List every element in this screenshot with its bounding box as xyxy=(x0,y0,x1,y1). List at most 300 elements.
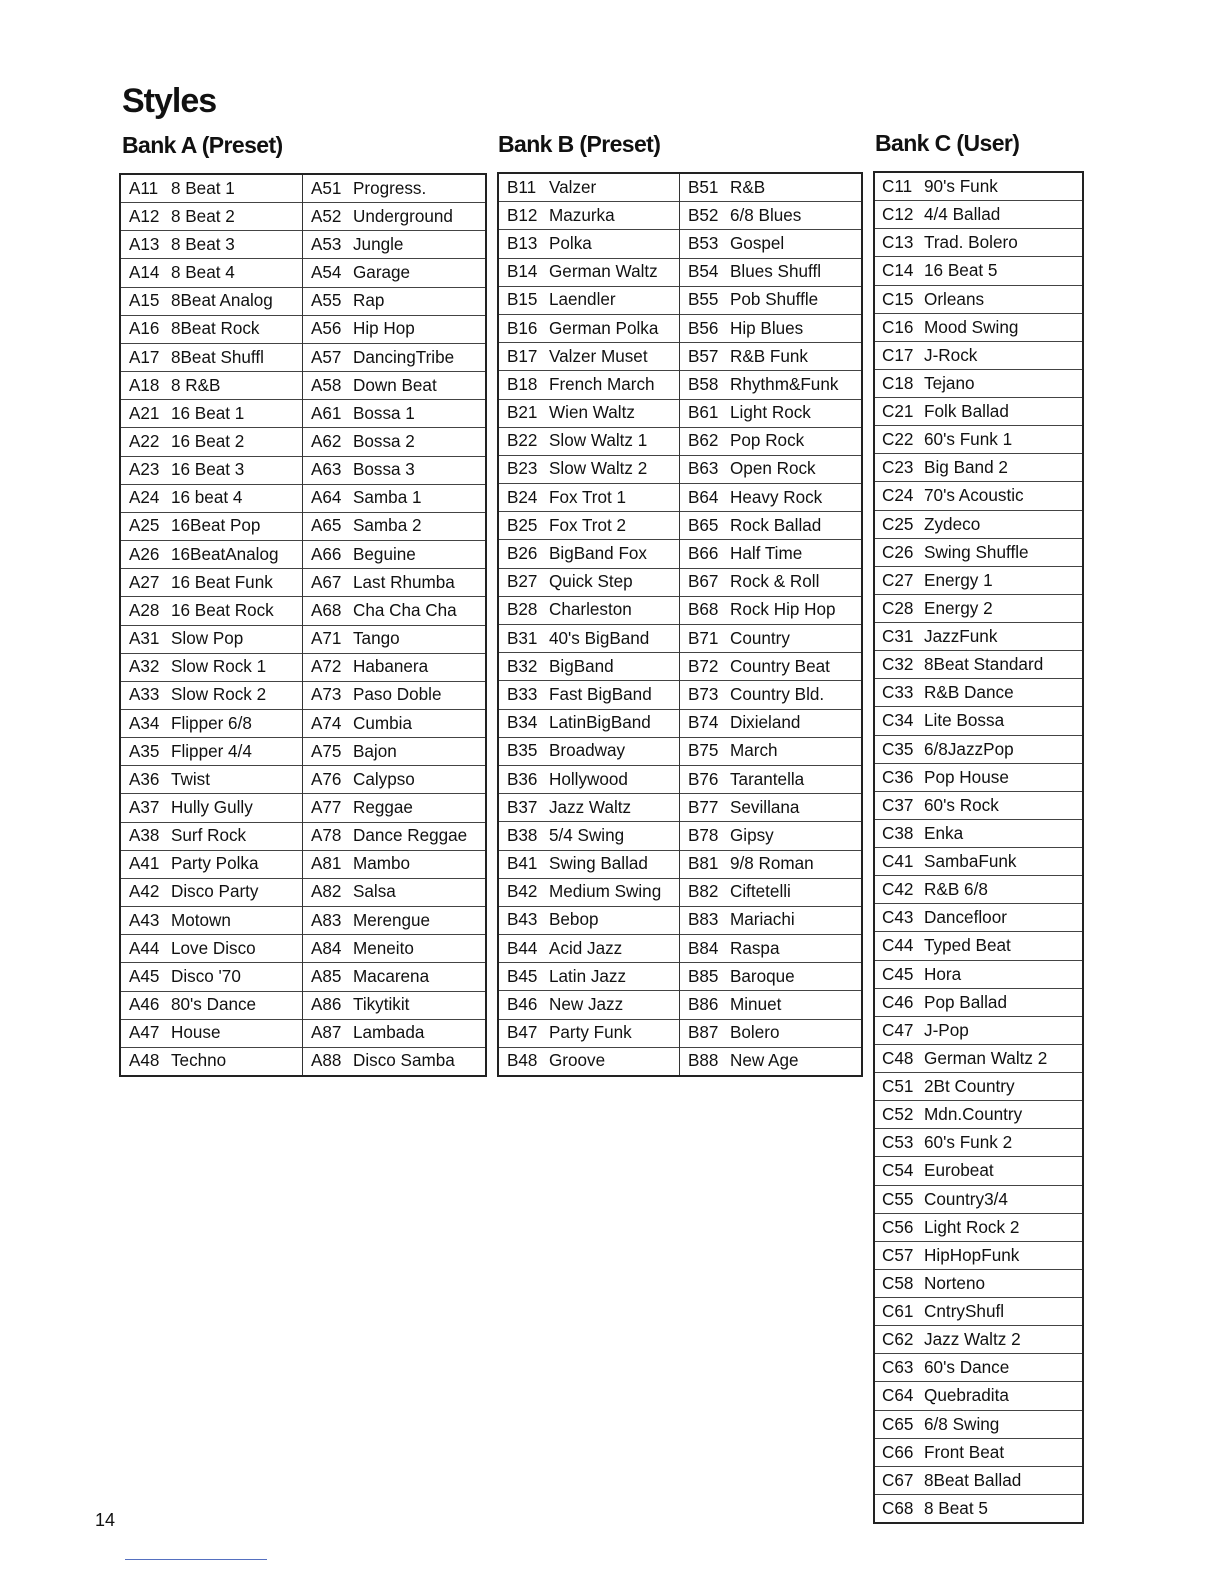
style-code: A83 xyxy=(311,910,342,930)
footer-rule xyxy=(125,1559,267,1560)
style-row xyxy=(680,766,861,794)
style-row xyxy=(121,485,302,513)
style-row xyxy=(121,626,302,654)
style-code: C64 xyxy=(882,1385,914,1406)
style-name: Love Disco xyxy=(171,938,256,958)
style-name: Swing Ballad xyxy=(549,854,648,874)
style-code: B82 xyxy=(688,882,719,902)
style-code: B57 xyxy=(688,346,719,366)
style-code: A31 xyxy=(129,629,160,649)
style-row xyxy=(499,569,679,597)
style-row xyxy=(680,343,861,371)
style-row xyxy=(875,201,1082,229)
style-row xyxy=(499,822,679,850)
style-code: A52 xyxy=(311,206,342,226)
style-row xyxy=(303,682,485,710)
style-row xyxy=(680,1020,861,1048)
style-code: A38 xyxy=(129,826,160,846)
style-row xyxy=(303,344,485,372)
style-name: Mambo xyxy=(353,854,411,874)
style-code: B58 xyxy=(688,374,719,394)
style-name: Bajon xyxy=(353,741,397,761)
style-code: B88 xyxy=(688,1051,719,1071)
style-code: C21 xyxy=(882,401,914,422)
style-code: A26 xyxy=(129,544,160,564)
style-code: B56 xyxy=(688,318,719,338)
style-name: 60's Funk 2 xyxy=(924,1132,1013,1153)
style-name: Big Band 2 xyxy=(924,457,1008,478)
style-row xyxy=(875,454,1082,482)
style-name: Garage xyxy=(353,263,411,283)
style-row xyxy=(875,1214,1082,1242)
style-name: Energy 1 xyxy=(924,569,993,590)
style-name: 16 Beat 1 xyxy=(171,403,245,423)
style-code: B87 xyxy=(688,1023,719,1043)
style-row xyxy=(875,707,1082,735)
style-code: A51 xyxy=(311,178,342,198)
style-name: 40's BigBand xyxy=(549,628,650,648)
style-row xyxy=(499,766,679,794)
style-name: Paso Doble xyxy=(353,685,442,705)
style-code: A14 xyxy=(129,263,160,283)
style-code: C56 xyxy=(882,1216,914,1237)
style-row xyxy=(499,879,679,907)
style-name: Orleans xyxy=(924,288,985,309)
style-name: Valzer Muset xyxy=(549,346,648,366)
style-code: B43 xyxy=(507,910,538,930)
style-row xyxy=(121,992,302,1020)
style-row xyxy=(121,851,302,879)
style-name: Country Bld. xyxy=(730,684,825,704)
style-name: Beguine xyxy=(353,544,416,564)
style-row xyxy=(680,738,861,766)
bank-b-left-column xyxy=(499,174,680,1075)
style-name: 8 Beat 3 xyxy=(171,234,235,254)
style-row xyxy=(875,1073,1082,1101)
style-code: B11 xyxy=(507,177,537,197)
style-code: B18 xyxy=(507,374,538,394)
style-row xyxy=(303,231,485,259)
style-row xyxy=(875,651,1082,679)
style-name: Valzer xyxy=(549,177,597,197)
style-name: Samba 1 xyxy=(353,488,422,508)
style-code: B25 xyxy=(507,515,538,535)
style-row xyxy=(303,597,485,625)
style-code: B12 xyxy=(507,205,538,225)
style-row xyxy=(875,370,1082,398)
style-code: C63 xyxy=(882,1357,914,1378)
style-name: Mazurka xyxy=(549,205,615,225)
style-name: Half Time xyxy=(730,544,803,564)
style-row xyxy=(499,428,679,456)
style-row xyxy=(303,823,485,851)
style-row xyxy=(680,428,861,456)
style-name: Fast BigBand xyxy=(549,684,652,704)
style-name: Baroque xyxy=(730,966,795,986)
style-name: Sevillana xyxy=(730,797,800,817)
style-name: Lambada xyxy=(353,1023,425,1043)
style-code: B41 xyxy=(507,854,538,874)
style-name: 8Beat Ballad xyxy=(924,1469,1022,1490)
style-code: A18 xyxy=(129,375,160,395)
style-name: Reggae xyxy=(353,798,413,818)
style-name: Acid Jazz xyxy=(549,938,623,958)
style-row xyxy=(875,623,1082,651)
style-code: C61 xyxy=(882,1301,914,1322)
style-name: 16 beat 4 xyxy=(171,488,243,508)
style-row xyxy=(121,372,302,400)
style-row xyxy=(499,484,679,512)
style-code: A74 xyxy=(311,713,342,733)
style-name: Rock Hip Hop xyxy=(730,600,836,620)
style-name: 6/8JazzPop xyxy=(924,738,1014,759)
style-row xyxy=(875,848,1082,876)
style-name: Front Beat xyxy=(924,1441,1005,1462)
style-code: B28 xyxy=(507,600,538,620)
style-row xyxy=(303,316,485,344)
style-row xyxy=(680,963,861,991)
style-name: Last Rhumba xyxy=(353,572,455,592)
style-name: Slow Pop xyxy=(171,629,244,649)
style-code: B34 xyxy=(507,713,538,733)
style-code: A11 xyxy=(129,178,159,198)
style-row xyxy=(499,174,679,202)
style-code: C28 xyxy=(882,597,914,618)
style-name: LatinBigBand xyxy=(549,713,651,733)
style-name: 16Beat Pop xyxy=(171,516,261,536)
style-row xyxy=(303,428,485,456)
style-code: A75 xyxy=(311,741,342,761)
style-row xyxy=(680,569,861,597)
style-code: B17 xyxy=(507,346,538,366)
style-name: 8 Beat 4 xyxy=(171,263,235,283)
style-row xyxy=(875,539,1082,567)
style-name: Surf Rock xyxy=(171,826,247,846)
style-name: 8 Beat 5 xyxy=(924,1497,988,1518)
style-name: Disco Samba xyxy=(353,1051,455,1071)
style-name: J-Pop xyxy=(924,1019,969,1040)
style-code: B84 xyxy=(688,938,719,958)
style-row xyxy=(499,653,679,681)
style-name: Mariachi xyxy=(730,910,795,930)
style-name: R&B Funk xyxy=(730,346,808,366)
style-code: C55 xyxy=(882,1188,914,1209)
style-row xyxy=(875,1382,1082,1410)
style-code: B76 xyxy=(688,769,719,789)
style-code: C32 xyxy=(882,654,914,675)
style-row xyxy=(875,876,1082,904)
style-name: Pop House xyxy=(924,766,1009,787)
style-name: Blues Shuffl xyxy=(730,262,821,282)
style-code: A62 xyxy=(311,431,342,451)
bank-a-right-column xyxy=(303,175,485,1075)
style-row xyxy=(303,654,485,682)
style-name: Gipsy xyxy=(730,825,774,845)
style-row xyxy=(499,935,679,963)
style-code: C13 xyxy=(882,232,914,253)
style-row xyxy=(875,989,1082,1017)
style-row xyxy=(303,992,485,1020)
style-name: New Jazz xyxy=(549,995,624,1015)
style-code: C65 xyxy=(882,1413,914,1434)
style-code: C26 xyxy=(882,541,914,562)
style-row xyxy=(303,513,485,541)
style-code: C42 xyxy=(882,879,914,900)
style-code: A48 xyxy=(129,1051,160,1071)
style-name: Hully Gully xyxy=(171,798,253,818)
style-row xyxy=(680,597,861,625)
style-name: Gospel xyxy=(730,233,785,253)
style-name: Slow Waltz 1 xyxy=(549,431,648,451)
style-code: A42 xyxy=(129,882,160,902)
style-code: B27 xyxy=(507,572,538,592)
style-code: A64 xyxy=(311,488,342,508)
style-row xyxy=(875,904,1082,932)
style-name: Tejano xyxy=(924,372,975,393)
style-code: A57 xyxy=(311,347,342,367)
style-name: Latin Jazz xyxy=(549,966,627,986)
style-row xyxy=(121,710,302,738)
bank-c-heading: Bank C (User) xyxy=(875,130,1020,156)
style-name: 8 Beat 1 xyxy=(171,178,235,198)
style-code: B35 xyxy=(507,741,538,761)
style-row xyxy=(680,230,861,258)
style-code: A47 xyxy=(129,1023,160,1043)
style-row xyxy=(875,1354,1082,1382)
bank-a-heading: Bank A (Preset) xyxy=(122,132,283,158)
style-code: C38 xyxy=(882,822,914,843)
style-code: B33 xyxy=(507,684,538,704)
style-row xyxy=(121,175,302,203)
style-code: B31 xyxy=(507,628,538,648)
style-code: C23 xyxy=(882,457,914,478)
style-name: Cumbia xyxy=(353,713,412,733)
style-code: A88 xyxy=(311,1051,342,1071)
style-name: Dixieland xyxy=(730,713,801,733)
style-row xyxy=(121,344,302,372)
style-row xyxy=(303,710,485,738)
style-code: A13 xyxy=(129,234,160,254)
style-name: 5/4 Swing xyxy=(549,825,625,845)
style-code: C67 xyxy=(882,1469,914,1490)
style-code: C54 xyxy=(882,1160,914,1181)
style-code: B68 xyxy=(688,600,719,620)
style-row xyxy=(875,1045,1082,1073)
style-name: Minuet xyxy=(730,995,782,1015)
style-name: HipHopFunk xyxy=(924,1244,1020,1265)
style-code: B73 xyxy=(688,684,719,704)
style-row xyxy=(303,738,485,766)
style-code: C41 xyxy=(882,851,914,872)
style-code: A67 xyxy=(311,572,342,592)
style-code: A25 xyxy=(129,516,160,536)
style-name: Medium Swing xyxy=(549,882,662,902)
style-row xyxy=(680,907,861,935)
style-row xyxy=(875,1326,1082,1354)
style-row xyxy=(875,1129,1082,1157)
style-code: A34 xyxy=(129,713,160,733)
style-name: Mood Swing xyxy=(924,316,1019,337)
style-name: Disco Party xyxy=(171,882,259,902)
style-row xyxy=(875,1242,1082,1270)
style-row xyxy=(303,259,485,287)
style-code: C16 xyxy=(882,316,914,337)
style-row xyxy=(121,766,302,794)
style-row xyxy=(121,597,302,625)
style-row xyxy=(875,792,1082,820)
style-name: Hora xyxy=(924,963,962,984)
style-code: B65 xyxy=(688,515,719,535)
style-row xyxy=(680,287,861,315)
style-row xyxy=(121,400,302,428)
style-row xyxy=(303,457,485,485)
style-row xyxy=(303,400,485,428)
style-code: C24 xyxy=(882,485,914,506)
style-row xyxy=(875,1270,1082,1298)
style-name: BigBand xyxy=(549,656,614,676)
style-name: 6/8 Blues xyxy=(730,205,802,225)
style-code: A73 xyxy=(311,685,342,705)
style-row xyxy=(121,823,302,851)
style-row xyxy=(121,682,302,710)
style-row xyxy=(121,738,302,766)
style-code: C46 xyxy=(882,991,914,1012)
style-code: A87 xyxy=(311,1023,342,1043)
style-row xyxy=(875,1101,1082,1129)
style-name: Bebop xyxy=(549,910,599,930)
style-row xyxy=(875,482,1082,510)
style-code: A76 xyxy=(311,769,342,789)
style-row xyxy=(303,203,485,231)
style-row xyxy=(499,1020,679,1048)
style-code: B26 xyxy=(507,544,538,564)
style-name: Dance Reggae xyxy=(353,826,468,846)
style-code: C62 xyxy=(882,1329,914,1350)
style-row xyxy=(875,736,1082,764)
style-code: C18 xyxy=(882,372,914,393)
style-code: B32 xyxy=(507,656,538,676)
style-code: C33 xyxy=(882,682,914,703)
style-row xyxy=(121,457,302,485)
style-row xyxy=(121,541,302,569)
style-name: Salsa xyxy=(353,882,396,902)
style-row xyxy=(499,371,679,399)
style-name: Light Rock 2 xyxy=(924,1216,1020,1237)
style-code: B55 xyxy=(688,290,719,310)
style-name: Merengue xyxy=(353,910,431,930)
style-code: B63 xyxy=(688,459,719,479)
style-row xyxy=(680,851,861,879)
style-row xyxy=(121,259,302,287)
bank-c-table xyxy=(873,171,1084,1524)
style-row xyxy=(303,372,485,400)
style-code: B86 xyxy=(688,995,719,1015)
style-name: Slow Waltz 2 xyxy=(549,459,648,479)
style-name: Habanera xyxy=(353,657,429,677)
style-name: J-Rock xyxy=(924,344,978,365)
style-code: A36 xyxy=(129,769,160,789)
style-name: 16 Beat 2 xyxy=(171,431,245,451)
style-name: Rock Ballad xyxy=(730,515,822,535)
style-name: German Waltz xyxy=(549,262,658,282)
style-name: Lite Bossa xyxy=(924,710,1005,731)
style-name: Jazz Waltz 2 xyxy=(924,1329,1021,1350)
style-name: 70's Acoustic xyxy=(924,485,1024,506)
style-row xyxy=(303,879,485,907)
style-row xyxy=(875,398,1082,426)
style-code: B14 xyxy=(507,262,538,282)
style-row xyxy=(875,932,1082,960)
style-code: A32 xyxy=(129,657,160,677)
style-name: 16BeatAnalog xyxy=(171,544,279,564)
style-code: A23 xyxy=(129,460,160,480)
style-row xyxy=(121,654,302,682)
style-code: B37 xyxy=(507,797,538,817)
style-row xyxy=(875,1017,1082,1045)
style-code: A41 xyxy=(129,854,160,874)
style-name: Twist xyxy=(171,769,210,789)
style-row xyxy=(303,907,485,935)
style-code: C31 xyxy=(882,626,914,647)
style-row xyxy=(499,512,679,540)
style-code: C34 xyxy=(882,710,914,731)
style-row xyxy=(680,202,861,230)
style-row xyxy=(499,907,679,935)
style-code: B83 xyxy=(688,910,719,930)
style-row xyxy=(680,400,861,428)
style-code: C22 xyxy=(882,429,914,450)
style-code: C52 xyxy=(882,1104,914,1125)
style-code: A22 xyxy=(129,431,160,451)
style-name: Bossa 1 xyxy=(353,403,415,423)
style-code: A63 xyxy=(311,460,342,480)
style-name: Quebradita xyxy=(924,1385,1009,1406)
style-name: Charleston xyxy=(549,600,632,620)
style-row xyxy=(875,820,1082,848)
style-name: Down Beat xyxy=(353,375,437,395)
style-code: A68 xyxy=(311,600,342,620)
style-code: B24 xyxy=(507,487,538,507)
style-row xyxy=(680,653,861,681)
style-row xyxy=(499,202,679,230)
style-code: B72 xyxy=(688,656,719,676)
style-name: 16 Beat Rock xyxy=(171,600,274,620)
style-row xyxy=(875,764,1082,792)
style-code: A44 xyxy=(129,938,160,958)
style-code: A33 xyxy=(129,685,160,705)
style-name: Party Funk xyxy=(549,1023,632,1043)
style-name: Pop Ballad xyxy=(924,991,1007,1012)
style-name: 8Beat Rock xyxy=(171,319,260,339)
style-row xyxy=(680,456,861,484)
style-name: Tikytikit xyxy=(353,995,410,1015)
style-row xyxy=(121,1048,302,1075)
style-row xyxy=(680,794,861,822)
style-name: R&B 6/8 xyxy=(924,879,988,900)
style-row xyxy=(303,626,485,654)
style-row xyxy=(303,1048,485,1075)
style-name: Pop Rock xyxy=(730,431,805,451)
style-row xyxy=(303,569,485,597)
style-row xyxy=(499,540,679,568)
style-code: C45 xyxy=(882,963,914,984)
style-row xyxy=(121,879,302,907)
style-code: C51 xyxy=(882,1076,914,1097)
style-row xyxy=(121,935,302,963)
style-name: 60's Funk 1 xyxy=(924,429,1013,450)
style-code: B42 xyxy=(507,882,538,902)
style-name: 60's Rock xyxy=(924,794,999,815)
